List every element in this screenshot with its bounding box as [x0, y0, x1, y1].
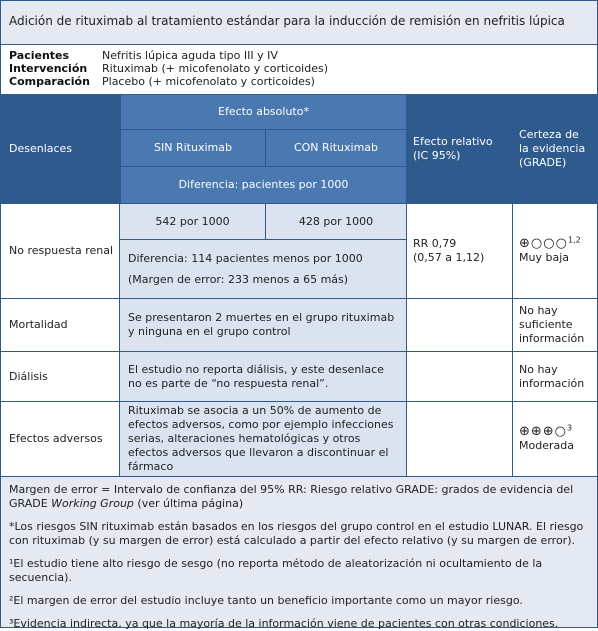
- difference-text: Diferencia: 114 pacientes menos por 1000: [128, 252, 363, 265]
- pico-key: Comparación: [9, 75, 90, 88]
- header-absolute-effect-label: Efecto absoluto*: [218, 105, 309, 118]
- pico-key: Pacientes: [9, 49, 70, 62]
- row-mortality-text: [120, 299, 407, 352]
- outcome-label: Mortalidad: [9, 318, 68, 331]
- footnote-2: ²El margen de error del estudio incluye tanto un beneficio importante como un mayor riesgo.: [9, 594, 523, 607]
- legend-text-end: (ver última página): [133, 497, 244, 510]
- footnote-3: ³Evidencia indirecta, ya que la mayoría de la información viene de pacientes con otras condiciones.: [9, 617, 559, 630]
- row-renal-relative: [407, 203, 513, 299]
- legend-italic: Working Group: [51, 497, 134, 510]
- row-adverse-text: [120, 402, 407, 476]
- footnote-1: ¹El estudio tiene alto riesgo de sesgo (no reporta método de aleatorización ni ocultamiento de la secuencia).: [9, 557, 543, 584]
- relative-effect: RR 0,79: [413, 237, 457, 250]
- row-renal-certainty: [513, 203, 597, 299]
- row-dialysis-relative: [407, 352, 513, 402]
- header-without-label: SIN Rituximab: [154, 141, 232, 154]
- grade-circles-icon: ⊕○○○: [519, 236, 568, 251]
- risk-with: 428 por 1000: [298, 214, 374, 228]
- row-dialysis-certainty: [513, 352, 597, 402]
- row-renal-outcome: [1, 203, 120, 299]
- pico-row-comparison: [9, 75, 589, 88]
- row-adverse-relative: [407, 402, 513, 476]
- row-adverse-certainty: [513, 402, 597, 476]
- header-difference: [120, 167, 407, 203]
- pico-row-intervention: [9, 62, 589, 75]
- header-with-label: CON Rituximab: [293, 141, 379, 154]
- header-certainty: [513, 94, 597, 203]
- outcome-description: Rituximab se asocia a un 50% de aumento de efectos adversos, como por ejemplo infecciones serias, alteraciones hematológicas y otros efectos adversos que llevaron a discontinuar el fármaco: [128, 404, 394, 473]
- grade-label: No hay información: [519, 362, 585, 390]
- grade-footnote-ref: 3: [567, 423, 573, 433]
- pico-row-patients: [9, 49, 589, 62]
- header-relative-label: Efecto relativo (IC 95%): [413, 135, 493, 162]
- relative-ci: (0,57 a 1,12): [413, 251, 485, 264]
- footnote-legend: [9, 483, 589, 511]
- outcome-label: Diálisis: [9, 369, 48, 383]
- outcome-description: El estudio no reporta diálisis, y este desenlace no es parte de “no respuesta renal”.: [128, 362, 384, 390]
- row-mortality-certainty: [513, 299, 597, 352]
- footnotes: [1, 476, 597, 630]
- grade-label: Moderada: [519, 439, 574, 452]
- outcome-label: Efectos adversos: [9, 432, 103, 445]
- grade-label: No hay suficiente información: [519, 304, 585, 345]
- pico-section: [1, 45, 597, 94]
- header-difference-label: Diferencia: pacientes por 1000: [178, 178, 349, 191]
- pico-value: Placebo (+ micofenolato y corticoides): [102, 75, 315, 88]
- outcome-label: No respuesta renal: [9, 244, 114, 257]
- legend-text: Margen de error = Intervalo de confianza del 95% RR: Riesgo relativo GRADE: grados de evidencia del GRADE: [9, 483, 574, 510]
- row-renal-difference: [120, 240, 407, 299]
- header-absolute-effect: [120, 94, 407, 130]
- row-renal-without: [120, 203, 266, 240]
- row-renal-with: [266, 203, 407, 240]
- row-mortality-relative: [407, 299, 513, 352]
- row-mortality-outcome: [1, 299, 120, 352]
- grade-label: Muy baja: [519, 251, 569, 264]
- header-with-rituximab: [266, 130, 407, 167]
- pico-value: Rituximab (+ micofenolato y corticoides): [102, 62, 328, 75]
- risk-without: 542 por 1000: [155, 214, 230, 228]
- row-dialysis-outcome: [1, 352, 120, 402]
- header-relative-effect: [407, 94, 513, 203]
- outcome-description: Se presentaron 2 muertes en el grupo rituximab y ninguna en el grupo control: [128, 311, 395, 338]
- header-certainty-label: Certeza de la evidencia (GRADE): [519, 128, 586, 169]
- margin-text: (Margen de error: 233 menos a 65 más): [128, 273, 349, 286]
- footnote-star: *Los riesgos SIN rituximab están basados en los riesgos del grupo control en el estudio LUNAR. El riesgo con rituximab (y su margen de error) está calculado a partir del efecto relativo (y su margen de error).: [9, 520, 584, 547]
- grade-footnote-ref: 1,2: [567, 235, 581, 245]
- header-without-rituximab: [120, 130, 266, 167]
- header-outcomes-label: Desenlaces: [9, 142, 73, 155]
- table-title: Adición de rituximab al tratamiento estándar para la inducción de remisión en nefritis lúpica: [1, 1, 597, 45]
- pico-value: Nefritis lúpica aguda tipo III y IV: [102, 49, 278, 62]
- row-adverse-outcome: [1, 402, 120, 476]
- pico-key: Intervención: [9, 62, 88, 75]
- header-outcomes: [1, 94, 120, 203]
- grade-circles-icon: ⊕⊕⊕○: [519, 424, 568, 439]
- row-dialysis-text: [120, 352, 407, 402]
